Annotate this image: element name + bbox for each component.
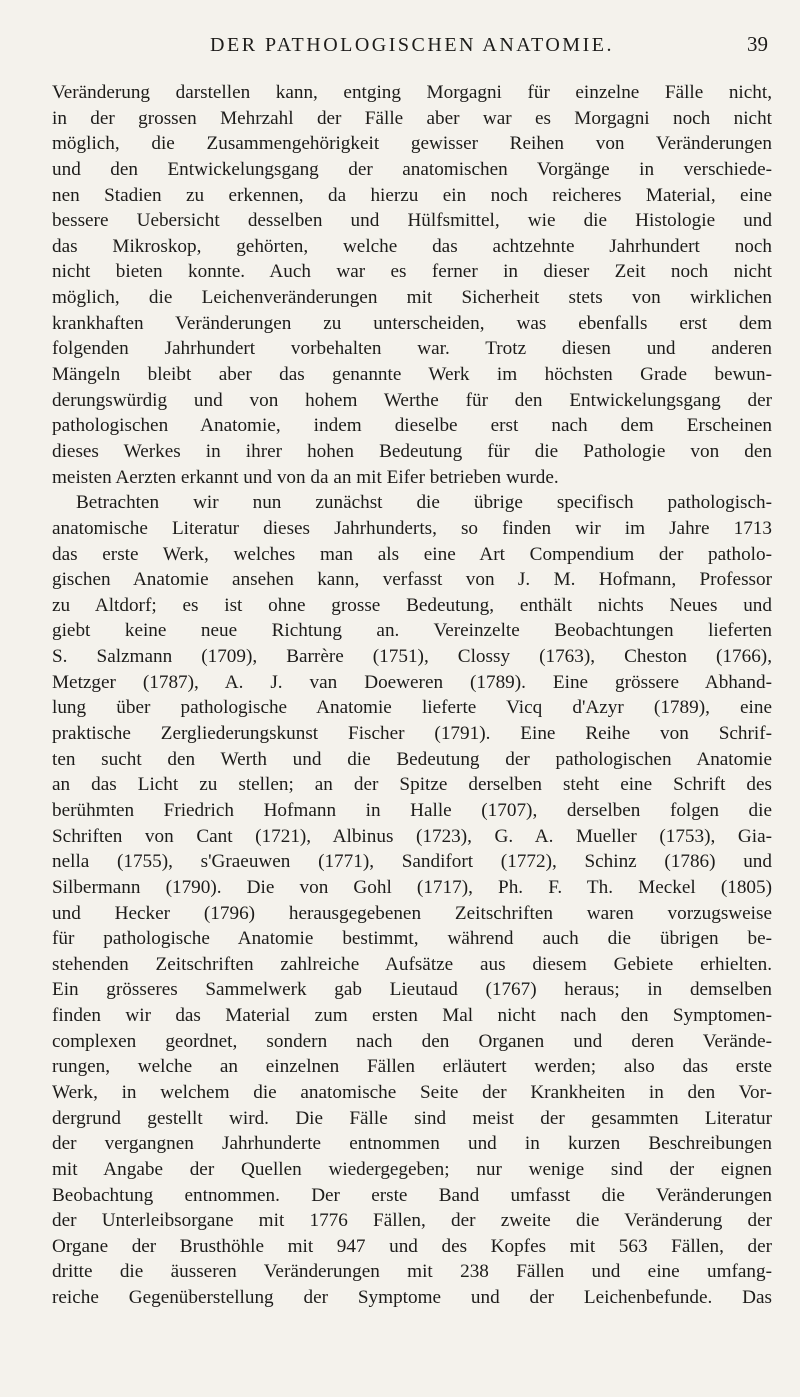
text-line: nella (1755), s'Graeuwen (1771), Sandifort (1772), Schinz (1786) und bbox=[52, 851, 772, 873]
text-line: bessere Uebersicht desselben und Hülfsmittel, wie die Histologie und bbox=[52, 210, 772, 232]
book-page bbox=[52, 0, 772, 1397]
body-text bbox=[52, 80, 772, 1311]
text-line: Metzger (1787), A. J. van Doeweren (1789). Eine grössere Abhand- bbox=[52, 671, 772, 693]
text-line: lung über pathologische Anatomie lieferte Vicq d'Azyr (1789), eine bbox=[52, 697, 772, 719]
text-line: finden wir das Material zum ersten Mal nicht nach den Symptomen- bbox=[52, 1005, 772, 1027]
text-line: für pathologische Anatomie bestimmt, während auch die übrigen be- bbox=[52, 928, 772, 950]
text-line: gischen Anatomie ansehen kann, verfasst von J. M. Hofmann, Professor bbox=[52, 569, 772, 591]
text-line: das erste Werk, welches man als eine Art Compendium der patholo- bbox=[52, 543, 772, 565]
text-line: folgenden Jahrhundert vorbehalten war. Trotz diesen und anderen bbox=[52, 338, 772, 360]
text-line: dritte die äusseren Veränderungen mit 238 Fällen und eine umfang- bbox=[52, 1261, 772, 1283]
text-line: das Mikroskop, gehörten, welche das achtzehnte Jahrhundert noch bbox=[52, 235, 772, 257]
running-header-title: DER PATHOLOGISCHEN ANATOMIE. bbox=[210, 34, 614, 56]
text-line: zu Altdorf; es ist ohne grosse Bedeutung, enthält nichts Neues und bbox=[52, 594, 772, 616]
text-line: Betrachten wir nun zunächst die übrige specifisch pathologisch- bbox=[76, 492, 772, 514]
text-line: reiche Gegenüberstellung der Symptome und der Leichenbefunde. Das bbox=[52, 1287, 772, 1309]
text-line: praktische Zergliederungskunst Fischer (1791). Eine Reihe von Schrif- bbox=[52, 723, 772, 745]
text-line: stehenden Zeitschriften zahlreiche Aufsätze aus diesem Gebiete erhielten. bbox=[52, 953, 772, 975]
text-line: rungen, welche an einzelnen Fällen erläutert werden; also das erste bbox=[52, 1056, 772, 1078]
text-line: Veränderung darstellen kann, entging Morgagni für einzelne Fälle nicht, bbox=[52, 82, 772, 103]
text-line: Mängeln bleibt aber das genannte Werk im höchsten Grade bewun- bbox=[52, 364, 772, 386]
text-line: möglich, die Leichenveränderungen mit Sicherheit stets von wirklichen bbox=[52, 287, 772, 309]
text-line: der Unterleibsorgane mit 1776 Fällen, der zweite die Veränderung der bbox=[52, 1210, 772, 1232]
text-line: krankhaften Veränderungen zu unterscheiden, was ebenfalls erst dem bbox=[52, 312, 772, 334]
text-line: Schriften von Cant (1721), Albinus (1723), G. A. Mueller (1753), Gia- bbox=[52, 825, 772, 847]
text-line: dieses Werkes in ihrer hohen Bedeutung für die Pathologie von den bbox=[52, 440, 772, 462]
text-line: anatomische Literatur dieses Jahrhunderts, so finden wir im Jahre 1713 bbox=[52, 517, 772, 539]
text-line: mit Angabe der Quellen wiedergegeben; nur wenige sind der eignen bbox=[52, 1158, 772, 1180]
text-line: derungswürdig und von hohem Werthe für den Entwickelungsgang der bbox=[52, 389, 772, 411]
text-line: complexen geordnet, sondern nach den Organen und deren Verände- bbox=[52, 1030, 772, 1052]
page-number: 39 bbox=[747, 32, 768, 56]
text-line: pathologischen Anatomie, indem dieselbe erst nach dem Erscheinen bbox=[52, 415, 772, 437]
text-line: Werk, in welchem die anatomische Seite der Krankheiten in den Vor- bbox=[52, 1081, 772, 1103]
text-line: Silbermann (1790). Die von Gohl (1717), Ph. F. Th. Meckel (1805) bbox=[52, 876, 772, 898]
text-line: der vergangnen Jahrhunderte entnommen und in kurzen Beschreibungen bbox=[52, 1133, 772, 1155]
text-line: nen Stadien zu erkennen, da hierzu ein noch reicheres Material, eine bbox=[52, 184, 772, 206]
running-header bbox=[52, 34, 772, 60]
text-line: Beobachtung entnommen. Der erste Band umfasst die Veränderungen bbox=[52, 1184, 772, 1206]
text-line: S. Salzmann (1709), Barrère (1751), Clossy (1763), Cheston (1766), bbox=[52, 646, 772, 668]
text-line: und den Entwickelungsgang der anatomischen Vorgänge in verschiede- bbox=[52, 158, 772, 180]
text-line: dergrund gestellt wird. Die Fälle sind meist der gesammten Literatur bbox=[52, 1107, 772, 1129]
text-line: berühmten Friedrich Hofmann in Halle (1707), derselben folgen die bbox=[52, 799, 772, 821]
text-line: ten sucht den Werth und die Bedeutung der pathologischen Anatomie bbox=[52, 748, 772, 770]
text-line: in der grossen Mehrzahl der Fälle aber war es Morgagni noch nicht bbox=[52, 107, 772, 129]
text-line: nicht bieten konnte. Auch war es ferner in dieser Zeit noch nicht bbox=[52, 261, 772, 283]
text-line: möglich, die Zusammengehörigkeit gewisser Reihen von Veränderungen bbox=[52, 133, 772, 155]
text-line: Organe der Brusthöhle mit 947 und des Kopfes mit 563 Fällen, der bbox=[52, 1235, 772, 1257]
text-line: meisten Aerzten erkannt und von da an mit Eifer betrieben wurde. bbox=[52, 466, 559, 488]
text-line: Ein grösseres Sammelwerk gab Lieutaud (1767) heraus; in demselben bbox=[52, 979, 772, 1001]
text-line: giebt keine neue Richtung an. Vereinzelte Beobachtungen lieferten bbox=[52, 620, 772, 642]
text-line: und Hecker (1796) herausgegebenen Zeitschriften waren vorzugsweise bbox=[52, 902, 772, 924]
text-line: an das Licht zu stellen; an der Spitze derselben steht eine Schrift des bbox=[52, 774, 772, 796]
